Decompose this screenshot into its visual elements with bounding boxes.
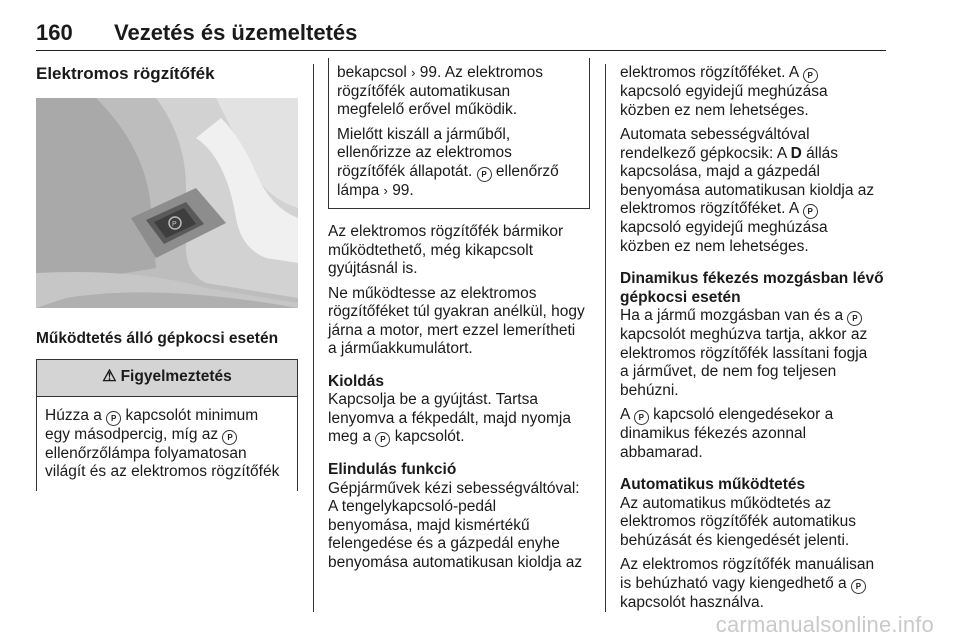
console-photo — [36, 98, 298, 308]
text: megfelelő erővel működik. — [337, 101, 518, 118]
text: a járműakkumulátort. — [328, 340, 473, 357]
text: járna a motor, mert ezzel lemerítheti — [328, 321, 576, 339]
text: gyújtásnál is. — [328, 260, 418, 277]
text: A tengelykapcsoló-pedál — [328, 498, 497, 515]
paragraph — [620, 64, 888, 120]
text: kapcsolót használva. — [620, 593, 764, 611]
text: Gépjárművek kézi sebességváltóval: — [328, 479, 580, 497]
text: közben ez nem lehetséges. — [620, 237, 809, 255]
text: egy másodpercig, míg az — [45, 425, 219, 443]
text: benyomása automatikusan kioldja az — [328, 553, 583, 571]
warning-body — [37, 397, 297, 486]
text: elektromos rögzítőféket. A — [620, 200, 799, 217]
text: behúzását és kiengedését jelenti. — [620, 531, 850, 549]
text: kapcsolót minimum — [125, 406, 259, 424]
column-divider — [313, 64, 314, 612]
text: lenyomva a fékpedált, majd nyomja — [328, 409, 571, 427]
text: kapcsoló elengedésekor a — [653, 406, 834, 423]
text: elektromos rögzítőféket. A — [620, 64, 799, 81]
text: Ne működtesse az elektromos — [328, 284, 537, 302]
text: kapcsolása, majd a gázpedál — [620, 163, 820, 180]
paragraph — [620, 406, 888, 462]
subsection-title: Működtetés álló gépkocsi esetén — [36, 330, 279, 347]
text: rögzítőfék automatikusan — [337, 82, 511, 100]
text: behúzni. — [620, 381, 679, 399]
text: rendelkező gépkocsik: A — [620, 144, 787, 162]
subsection-title — [620, 270, 888, 307]
paragraph — [328, 391, 590, 447]
text: bekapcsol — [337, 64, 407, 81]
text: állás — [806, 144, 839, 162]
column-left — [36, 64, 298, 491]
parking-brake-icon: P — [847, 311, 862, 326]
text: működtethető, még kikapcsolt — [328, 241, 534, 259]
text: Dinamikus fékezés mozgásban lévő — [620, 270, 884, 287]
text: Az elektromos rögzítőfék manuálisan — [620, 556, 875, 573]
subsection-title: Automatikus működtetés — [620, 476, 806, 493]
paragraph — [620, 556, 888, 612]
text: kapcsolót. — [394, 428, 465, 445]
parking-brake-icon: P — [477, 167, 492, 182]
text: világít és az elektromos rögzítőfék — [45, 463, 280, 480]
text: abbamarad. — [620, 443, 703, 461]
text: Ha a jármű mozgásban van és a — [620, 307, 844, 324]
text: Mielőtt kiszáll a járműből, — [337, 125, 511, 143]
gear-position-d: D — [790, 144, 802, 162]
parking-brake-icon: P — [222, 430, 237, 445]
parking-brake-icon: P — [375, 432, 390, 447]
text: elektromos rögzítőfék lassítani fogja — [620, 344, 868, 362]
paragraph — [620, 307, 888, 400]
subsection-title: Kioldás — [328, 372, 384, 390]
paragraph — [328, 223, 590, 279]
parking-brake-icon: P — [803, 68, 818, 83]
text: gépkocsi esetén — [620, 288, 741, 306]
chapter-title: Vezetés és üzemeltetés — [114, 20, 358, 45]
text: meg a — [328, 428, 372, 445]
text: Az elektromos rögzítőfék bármikor — [328, 223, 564, 240]
text: rögzítőféket túl gyakran anélkül, hogy — [328, 303, 585, 320]
column-divider — [605, 64, 606, 612]
warning-box — [36, 359, 298, 486]
text: ellenőrző — [495, 162, 559, 180]
page-header — [36, 14, 886, 51]
text: ellenőrizze az elektromos — [337, 144, 512, 161]
column-right — [620, 64, 888, 618]
text: lámpa — [337, 181, 380, 199]
warning-heading: Figyelmeztetés — [120, 368, 232, 386]
svg-text:P: P — [172, 221, 177, 228]
text: Automata sebességváltóval — [620, 126, 810, 143]
text: kapcsoló egyidejű meghúzása — [620, 83, 828, 100]
text: Kapcsolja be a gyújtást. Tartsa — [328, 391, 538, 408]
section-title: Elektromos rögzítőfék — [36, 64, 215, 83]
text: közben ez nem lehetséges. — [620, 101, 809, 119]
subsection-title: Elindulás funkció — [328, 461, 457, 478]
page-reference-icon: › — [411, 65, 416, 80]
text: 99. Az elektromos — [419, 64, 543, 81]
text: kapcsolót meghúzva tartja, akkor az — [620, 326, 868, 343]
warning-header — [37, 360, 297, 397]
parking-brake-icon: P — [634, 410, 649, 425]
text: a járművet, de nem fog teljesen — [620, 363, 837, 380]
text: ellenőrzőlámpa folyamatosan — [45, 444, 247, 462]
text: is behúzható vagy kiengedhető a — [620, 574, 847, 592]
paragraph — [620, 126, 888, 256]
text: A — [620, 406, 630, 423]
text: Húzza a — [45, 406, 102, 424]
page-number: 160 — [36, 20, 73, 45]
parking-brake-icon: P — [106, 411, 121, 426]
text: benyomása automatikusan kioldja az — [620, 181, 875, 199]
text: Az automatikus működtetés az — [620, 494, 832, 512]
text: rögzítőfék állapotát. — [337, 162, 473, 180]
page-reference-icon: › — [383, 182, 388, 198]
text: kapcsoló egyidejű meghúzása — [620, 219, 828, 236]
parking-brake-icon: P — [851, 579, 866, 594]
text: benyomása, majd kismértékű — [328, 516, 530, 534]
paragraph — [328, 285, 590, 359]
text: felengedése és a gázpedál enyhe — [328, 535, 560, 552]
parking-brake-switch-illustration — [36, 98, 298, 308]
parking-brake-icon: P — [803, 204, 818, 219]
warning-triangle-icon: ⚠ — [102, 368, 117, 386]
watermark: carmanualsonline.info — [715, 612, 934, 637]
text: 99. — [392, 181, 414, 199]
paragraph — [620, 495, 888, 551]
text: elektromos rögzítőfék automatikus — [620, 513, 857, 530]
column-middle — [328, 64, 590, 578]
text: dinamikus fékezés azonnal — [620, 425, 807, 442]
warning-box-continued — [328, 58, 590, 209]
paragraph — [328, 480, 590, 573]
warning-box-sides — [36, 486, 298, 491]
